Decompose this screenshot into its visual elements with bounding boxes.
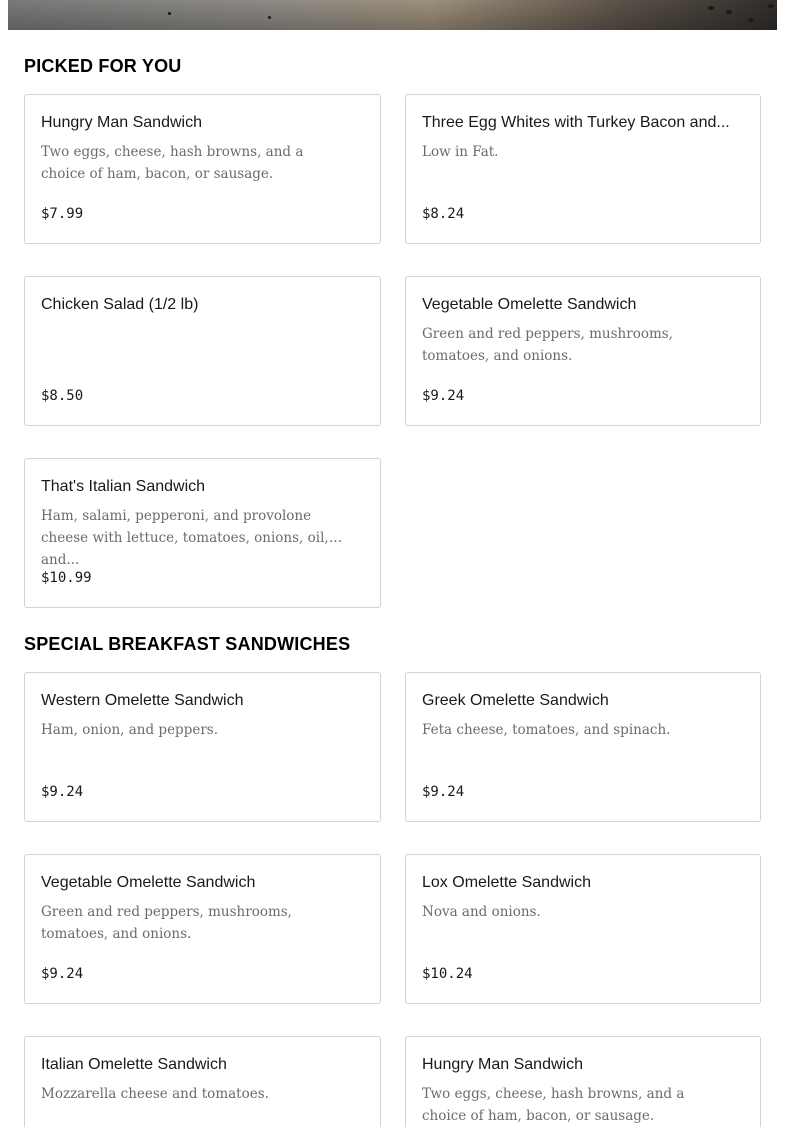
menu-item-card[interactable] [405, 276, 761, 426]
menu-item-name: Three Egg Whites with Turkey Bacon and... [422, 114, 730, 131]
menu-item-price: $9.24 [422, 784, 465, 800]
hero-speck [768, 4, 774, 8]
menu-item-name: Hungry Man Sandwich [422, 1056, 583, 1073]
menu-item-description: Ham, onion, and peppers. [41, 722, 219, 738]
hero-speck [708, 6, 714, 10]
menu-item-card[interactable] [405, 1036, 761, 1127]
menu-item-card[interactable] [24, 94, 381, 244]
menu-item-name: Vegetable Omelette Sandwich [422, 296, 637, 313]
menu-item-price: $8.50 [41, 388, 84, 404]
menu-item-name: Greek Omelette Sandwich [422, 692, 609, 709]
hero-shade [8, 0, 777, 30]
menu-item-price: $10.99 [41, 570, 92, 586]
menu-item-description: Feta cheese, tomatoes, and spinach. [422, 722, 671, 738]
menu-item-name: Vegetable Omelette Sandwich [41, 874, 256, 891]
menu-item-card[interactable] [405, 854, 761, 1004]
menu-item-card[interactable] [405, 94, 761, 244]
menu-item-card[interactable] [24, 854, 381, 1004]
hero-image [8, 0, 777, 30]
menu-item-description: Two eggs, cheese, hash browns, and a choice of ham, bacon, or sausage. [41, 144, 304, 182]
menu-item-price: $7.99 [41, 206, 84, 222]
menu-item-description: Nova and onions. [422, 904, 541, 920]
hero-speck [726, 10, 732, 14]
menu-item-description: Mozzarella cheese and tomatoes. [41, 1086, 269, 1102]
menu-item-name: Chicken Salad (1/2 lb) [41, 296, 199, 313]
menu-item-name: Hungry Man Sandwich [41, 114, 202, 131]
menu-item-name: That's Italian Sandwich [41, 478, 206, 495]
hero-speck [168, 12, 171, 15]
menu-item-description: Green and red peppers, mushrooms, tomatoes, and onions. [41, 904, 292, 942]
menu-item-price: $9.24 [41, 966, 84, 982]
menu-item-description: Ham, salami, pepperoni, and provolone cheese with lettuce, tomatoes, onions, oil, and... [41, 508, 329, 568]
menu-item-card[interactable] [24, 672, 381, 822]
menu-item-description: Low in Fat. [422, 144, 499, 160]
hero-speck [748, 18, 754, 22]
menu-item-card[interactable] [24, 458, 381, 608]
menu-item-card[interactable] [24, 276, 381, 426]
menu-item-price: $9.24 [41, 784, 84, 800]
hero-speck [268, 16, 271, 19]
menu-item-price: $9.24 [422, 388, 465, 404]
menu-item-description: Two eggs, cheese, hash browns, and a choice of ham, bacon, or sausage. [422, 1086, 685, 1124]
menu-item-card[interactable] [405, 672, 761, 822]
menu-item-name: Italian Omelette Sandwich [41, 1056, 227, 1073]
menu-item-name: Western Omelette Sandwich [41, 692, 244, 709]
menu-item-price: $8.24 [422, 206, 465, 222]
menu-item-name: Lox Omelette Sandwich [422, 874, 591, 891]
menu-item-description: Green and red peppers, mushrooms, tomatoes, and onions. [422, 326, 673, 364]
section-title-special-breakfast-sandwiches: SPECIAL BREAKFAST SANDWICHES [24, 634, 351, 654]
section-title-picked-for-you: PICKED FOR YOU [24, 56, 182, 76]
menu-item-price: $10.24 [422, 966, 473, 982]
menu-item-card[interactable] [24, 1036, 381, 1127]
